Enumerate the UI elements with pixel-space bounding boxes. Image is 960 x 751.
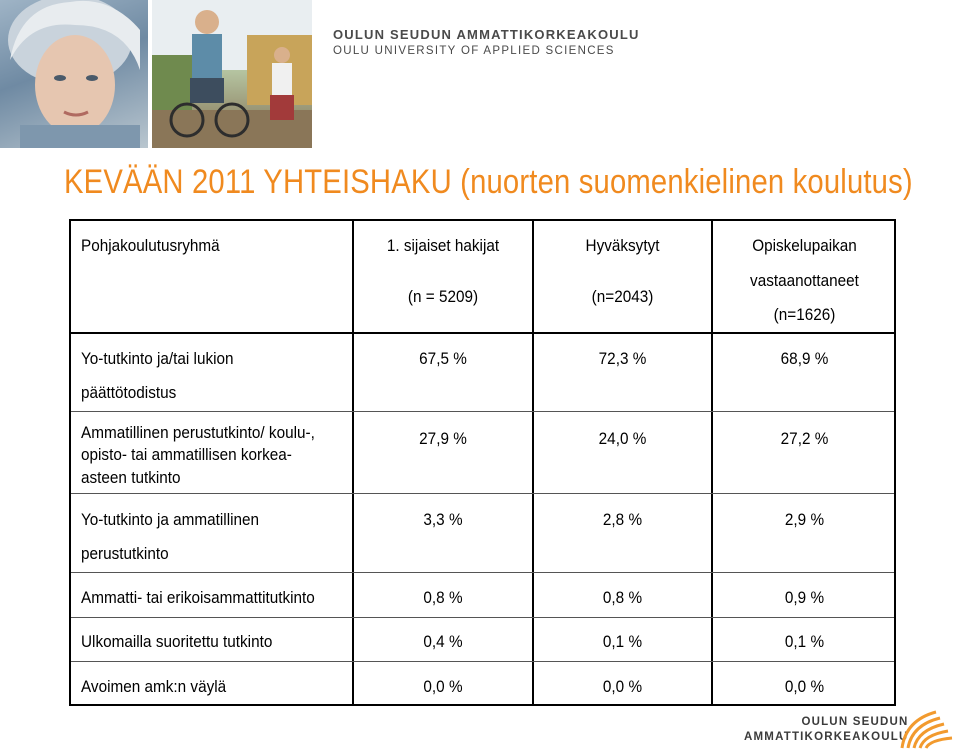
row-label-line3: asteen tutkinto xyxy=(81,468,181,487)
header-accepted-n: (n=2043) xyxy=(591,287,654,306)
logo-finnish-name: OULUN SEUDUN AMMATTIKORKEAKOULU xyxy=(333,27,640,42)
row-divider xyxy=(71,572,894,573)
footer-logo-line1: OULUN SEUDUN xyxy=(801,716,909,728)
student-portrait-photo xyxy=(0,0,148,148)
accepted-value: 72,3 % xyxy=(598,349,647,368)
header-enrolled-line2: vastaanottaneet xyxy=(750,271,859,290)
header-applicants: 1. sijaiset hakijat xyxy=(386,236,500,255)
accepted-value: 0,8 % xyxy=(602,588,643,607)
column-divider xyxy=(711,221,713,704)
enrolled-value: 0,0 % xyxy=(784,677,825,696)
header-photos xyxy=(0,0,312,148)
accepted-value: 0,0 % xyxy=(602,677,643,696)
applicants-value: 27,9 % xyxy=(419,429,467,448)
row-divider xyxy=(71,617,894,618)
applicants-value: 0,8 % xyxy=(423,588,463,607)
header-applicants-n: (n = 5209) xyxy=(407,287,479,306)
header-education-group: Pohjakoulutusryhmä xyxy=(81,236,220,255)
enrolled-value: 0,9 % xyxy=(784,588,825,607)
row-label-line2: opisto- tai ammatillisen korkea- xyxy=(81,445,292,464)
header-enrolled: Opiskelupaikan xyxy=(752,236,857,255)
row-divider xyxy=(71,661,894,662)
applicants-value: 0,0 % xyxy=(423,677,463,696)
page-title: KEVÄÄN 2011 YHTEISHAKU (nuorten suomenkielinen koulutus) xyxy=(64,163,913,201)
admissions-table xyxy=(69,219,896,706)
row-label: Ammatti- tai erikoisammattitutkinto xyxy=(81,588,315,607)
accepted-value: 2,8 % xyxy=(602,510,643,529)
accepted-value: 24,0 % xyxy=(598,429,647,448)
enrolled-value: 0,1 % xyxy=(784,632,825,651)
header-accepted: Hyväksytyt xyxy=(585,236,660,255)
enrolled-value: 27,2 % xyxy=(780,429,829,448)
row-label: Ammatillinen perustutkinto/ koulu-, xyxy=(81,423,315,442)
sun-logo-icon xyxy=(896,708,956,750)
column-divider xyxy=(352,221,354,704)
applicants-value: 67,5 % xyxy=(419,349,467,368)
row-label: Ulkomailla suoritettu tutkinto xyxy=(81,632,273,651)
row-divider xyxy=(71,411,894,412)
footer-logo-text xyxy=(744,717,908,743)
enrolled-value: 2,9 % xyxy=(784,510,825,529)
row-label-line2: päättötodistus xyxy=(81,383,177,402)
row-label: Yo-tutkinto ja ammatillinen xyxy=(81,510,260,529)
row-label-line2: perustutkinto xyxy=(81,544,169,563)
enrolled-value: 68,9 % xyxy=(780,349,829,368)
applicants-value: 0,4 % xyxy=(423,632,463,651)
row-divider xyxy=(71,493,894,494)
column-divider xyxy=(532,221,534,704)
students-outdoor-photo xyxy=(152,0,312,148)
logo-english-name: OULU UNIVERSITY OF APPLIED SCIENCES xyxy=(333,45,615,57)
university-logo-text xyxy=(333,28,640,58)
footer-logo-line2: AMMATTIKORKEAKOULU xyxy=(744,730,909,743)
row-label: Avoimen amk:n väylä xyxy=(81,677,227,696)
header-divider xyxy=(71,332,894,334)
row-label: Yo-tutkinto ja/tai lukion xyxy=(81,349,234,368)
accepted-value: 0,1 % xyxy=(602,632,643,651)
applicants-value: 3,3 % xyxy=(423,510,463,529)
header-enrolled-n: (n=1626) xyxy=(773,305,836,324)
